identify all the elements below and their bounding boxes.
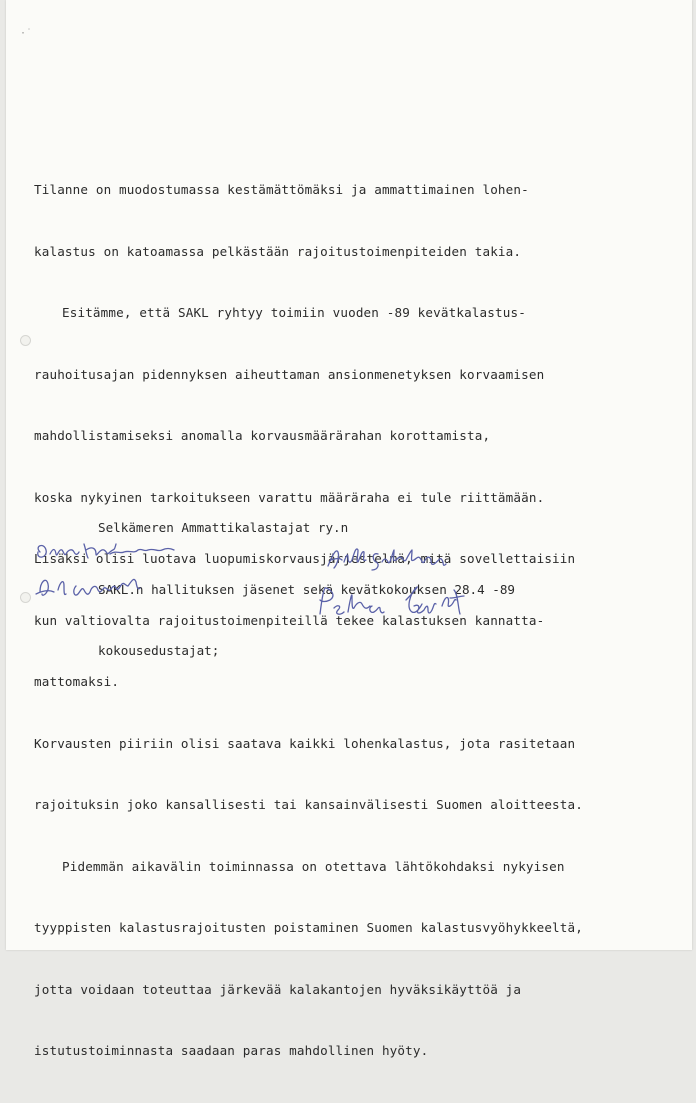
body-line: mattomaksi. bbox=[34, 674, 120, 689]
punch-hole bbox=[20, 335, 31, 346]
handwritten-signature-icon bbox=[6, 530, 692, 630]
body-line: tyyppisten kalastusrajoitusten poistaminen Suomen kalastusvyöhykkeeltä, bbox=[34, 920, 583, 935]
signatory-line: Selkämeren Ammattikalastajat ry.n bbox=[98, 520, 349, 535]
body-line: Korvausten piiriin olisi saatava kaikki lohenkalastus, jota rasitetaan bbox=[34, 735, 576, 751]
body-line: jotta voidaan toteuttaa järkevää kalakantojen hyväksikäyttöä ja bbox=[34, 981, 522, 997]
body-line: istutustoiminnasta saadaan paras mahdollinen hyöty. bbox=[34, 1043, 429, 1058]
body-line: rajoituksin joko kansallisesti tai kansainvälisesti Suomen aloitteesta. bbox=[34, 797, 583, 812]
document-page bbox=[6, 0, 692, 1058]
body-line: kalastus on katoamassa pelkästään rajoitustoimenpiteiden takia. bbox=[34, 243, 522, 259]
body-line: Lisäksi olisi luotava luopumiskorvausjärjestelmä, mitä sovellettaisiin bbox=[34, 551, 576, 566]
body-line: mahdollistamiseksi anomalla korvausmäärärahan korottamista, bbox=[34, 428, 491, 443]
body-line: Tilanne on muodostumassa kestämättömäksi ja ammattimainen lohen- bbox=[34, 182, 529, 197]
body-line: rauhoitusajan pidennyksen aiheuttaman ansionmenetyksen korvaamisen bbox=[34, 366, 545, 382]
paper-speck: ·˙ bbox=[20, 28, 33, 39]
body-line: kun valtiovalta rajoitustoimenpiteillä tekee kalastuksen kannatta- bbox=[34, 612, 545, 628]
body-line: koska nykyinen tarkoitukseen varattu määräraha ei tule riittämään. bbox=[34, 489, 545, 505]
signatory-line: SAKL.n hallituksen jäsenet sekä kevätkokouksen 28.4 -89 bbox=[98, 581, 516, 597]
body-line: Esitämme, että SAKL ryhtyy toimiin vuoden -89 kevätkalastus- bbox=[62, 305, 526, 320]
body-line: Pidemmän aikavälin toiminnassa on otettava lähtökohdaksi nykyisen bbox=[62, 858, 565, 874]
signatory-line: kokousedustajat; bbox=[98, 643, 220, 658]
